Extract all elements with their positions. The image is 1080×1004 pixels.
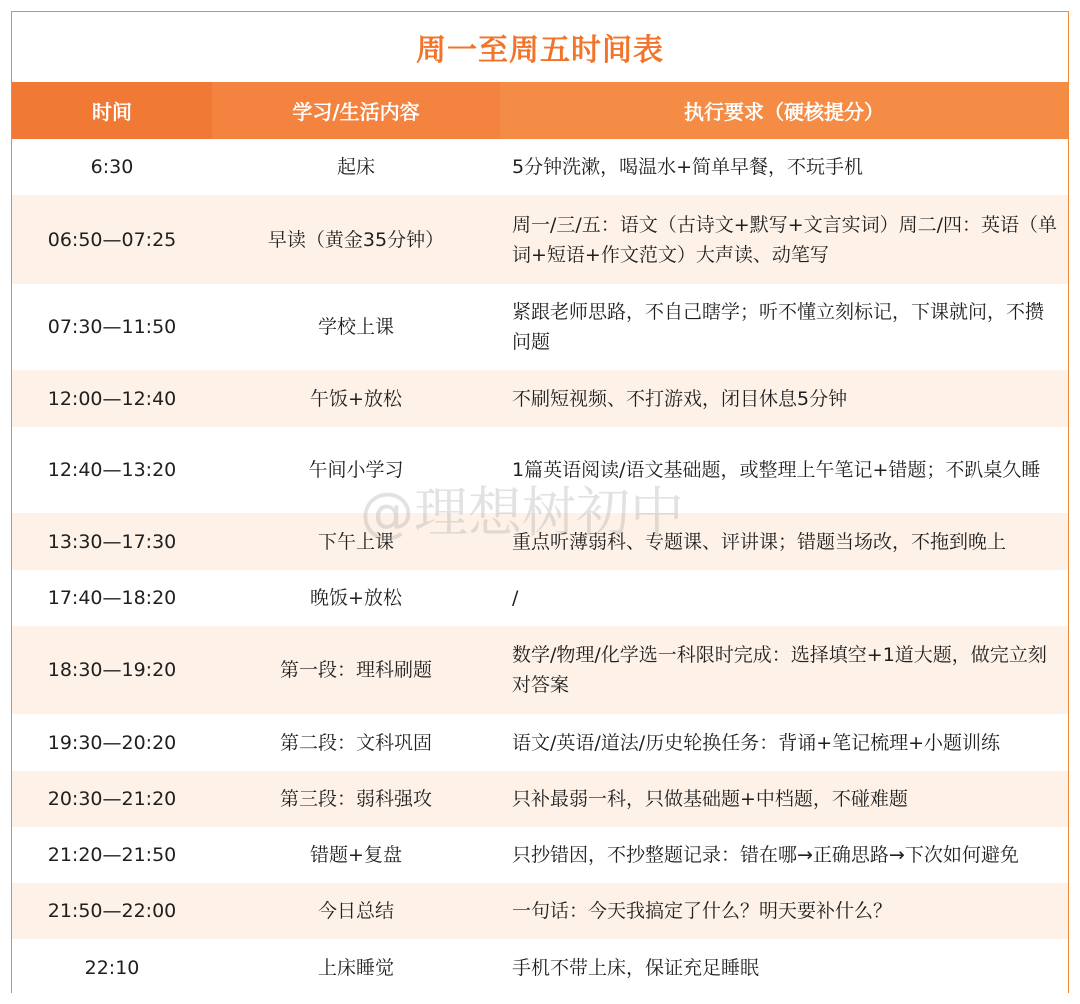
table-row xyxy=(12,513,1068,570)
table-row xyxy=(12,570,1068,626)
row-activity: 上床睡觉 xyxy=(212,939,500,996)
row-time: 06:50—07:25 xyxy=(12,195,212,284)
page-title: 周一至周五时间表 xyxy=(416,33,664,68)
row-activity: 第一段：理科刷题 xyxy=(212,626,500,714)
row-time: 22:10 xyxy=(12,939,212,996)
row-activity: 起床 xyxy=(212,139,500,195)
header-activity: 学习/生活内容 xyxy=(212,82,500,139)
row-activity: 第二段：文科巩固 xyxy=(212,714,500,771)
row-time: 19:30—20:20 xyxy=(12,714,212,771)
row-activity: 早读（黄金35分钟） xyxy=(212,195,500,284)
table-row xyxy=(12,195,1068,284)
row-time: 12:00—12:40 xyxy=(12,370,212,427)
row-time: 21:20—21:50 xyxy=(12,827,212,883)
schedule-sheet xyxy=(11,11,1069,993)
row-requirement: 紧跟老师思路，不自己瞎学；听不懂立刻标记，下课就问，不攒问题 xyxy=(500,284,1068,370)
row-activity: 午饭+放松 xyxy=(212,370,500,427)
row-requirement: 手机不带上床，保证充足睡眠 xyxy=(500,939,1068,996)
row-activity: 学校上课 xyxy=(212,284,500,370)
row-requirement: 重点听薄弱科、专题课、评讲课；错题当场改，不拖到晚上 xyxy=(500,513,1068,570)
row-time: 13:30—17:30 xyxy=(12,513,212,570)
table-header-row xyxy=(12,82,1068,139)
row-activity: 下午上课 xyxy=(212,513,500,570)
row-activity: 晚饭+放松 xyxy=(212,570,500,626)
table-row xyxy=(12,771,1068,827)
table-row xyxy=(12,427,1068,513)
row-time: 20:30—21:20 xyxy=(12,771,212,827)
header-requirement: 执行要求（硬核提分） xyxy=(500,82,1068,139)
table-row xyxy=(12,827,1068,883)
row-requirement: 只补最弱一科，只做基础题+中档题，不碰难题 xyxy=(500,771,1068,827)
header-time: 时间 xyxy=(12,82,212,139)
row-requirement: 周一/三/五：语文（古诗文+默写+文言实词）周二/四：英语（单词+短语+作文范文）大声读、动笔写 xyxy=(500,195,1068,284)
row-requirement: 一句话：今天我搞定了什么？明天要补什么？ xyxy=(500,883,1068,939)
row-time: 12:40—13:20 xyxy=(12,427,212,513)
table-row xyxy=(12,883,1068,939)
row-requirement: 数学/物理/化学选一科限时完成：选择填空+1道大题，做完立刻对答案 xyxy=(500,626,1068,714)
table-row xyxy=(12,714,1068,771)
row-time: 17:40—18:20 xyxy=(12,570,212,626)
schedule-table xyxy=(12,82,1068,996)
row-time: 18:30—19:20 xyxy=(12,626,212,714)
table-row xyxy=(12,284,1068,370)
row-requirement: 5分钟洗漱，喝温水+简单早餐，不玩手机 xyxy=(500,139,1068,195)
row-activity: 错题+复盘 xyxy=(212,827,500,883)
watermark: @理想树初中 xyxy=(360,481,684,544)
row-requirement: 只抄错因，不抄整题记录：错在哪→正确思路→下次如何避免 xyxy=(500,827,1068,883)
row-time: 21:50—22:00 xyxy=(12,883,212,939)
row-requirement: 语文/英语/道法/历史轮换任务：背诵+笔记梳理+小题训练 xyxy=(500,714,1068,771)
table-row xyxy=(12,139,1068,195)
row-requirement: / xyxy=(500,570,1068,626)
row-requirement: 不刷短视频、不打游戏，闭目休息5分钟 xyxy=(500,370,1068,427)
table-row xyxy=(12,370,1068,427)
row-requirement: 1篇英语阅读/语文基础题，或整理上午笔记+错题；不趴桌久睡 xyxy=(500,427,1068,513)
row-activity: 第三段：弱科强攻 xyxy=(212,771,500,827)
row-activity: 今日总结 xyxy=(212,883,500,939)
row-time: 07:30—11:50 xyxy=(12,284,212,370)
table-row xyxy=(12,626,1068,714)
row-activity: 午间小学习 xyxy=(212,427,500,513)
table-row xyxy=(12,939,1068,996)
row-time: 6:30 xyxy=(12,139,212,195)
